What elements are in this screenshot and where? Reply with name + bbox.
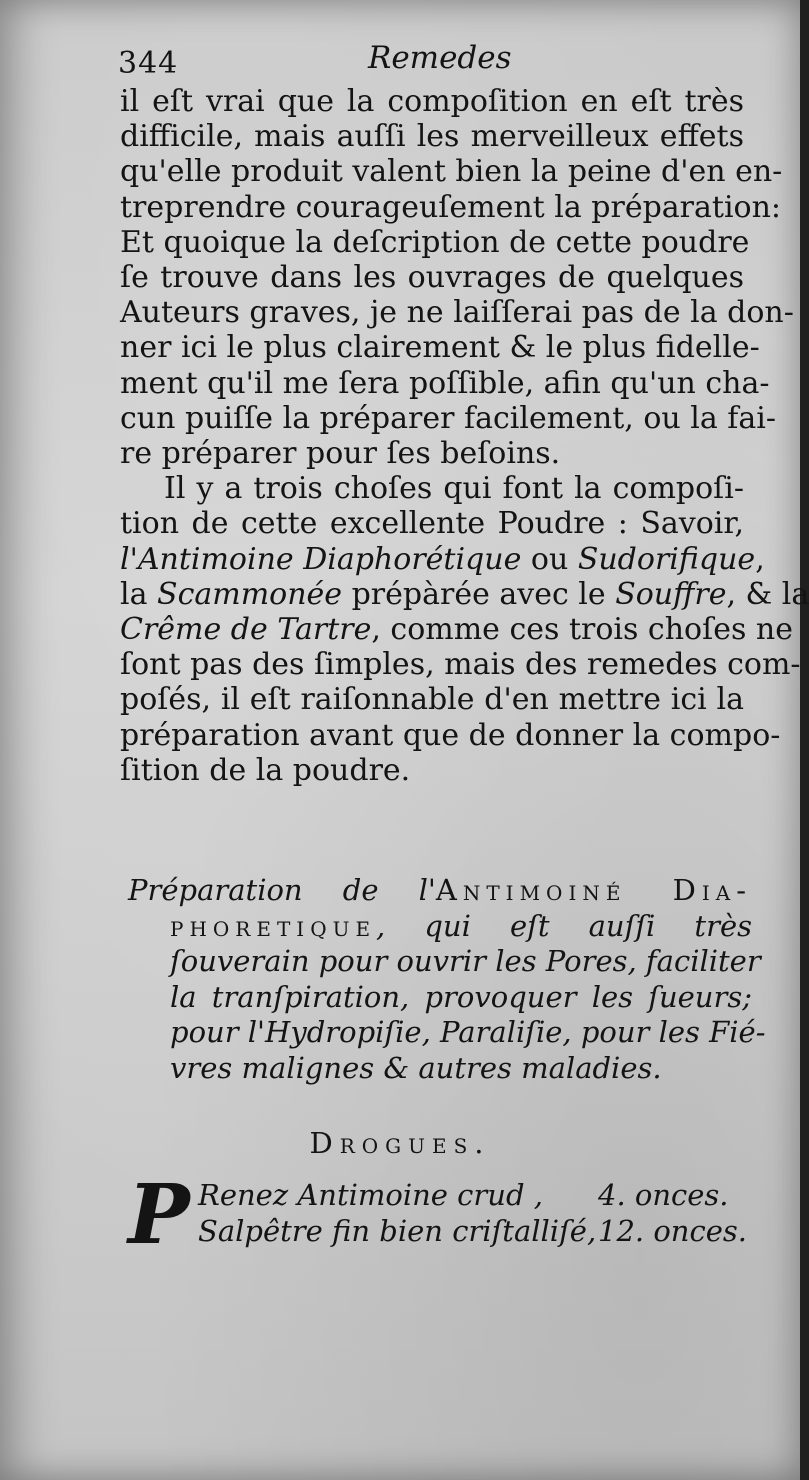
text-span: prépàrée avec le [342, 576, 616, 612]
text-line: ment qu'il me ſera poſſible, afin qu'un cha- [120, 365, 770, 401]
italic-term: l'Antimoine Diaphorétique [120, 541, 522, 577]
italic-term: Scammonée [157, 576, 343, 612]
italic-term: Crême de Tartre [120, 612, 372, 648]
text-line [120, 612, 793, 648]
text-line: re préparer pour ſes beſoins. [120, 436, 561, 472]
heading-line: la tranſpiration, provoquer les ſueurs; [170, 979, 752, 1014]
heading-line [128, 909, 752, 945]
text-span: Préparation de l' [128, 873, 436, 907]
section-heading [128, 873, 766, 1086]
heading-line: pour l'Hydropiſie, Paraliſie, pour les Fié- [170, 1015, 766, 1049]
heading-line: ſouverain pour ouvrir les Pores, faciliter [170, 944, 761, 978]
text-line: ſe trouve dans les ouvrages de quelques [120, 260, 744, 296]
text-line: cun puiſſe la préparer facilement, ou la fai- [120, 400, 777, 436]
body-text [120, 84, 809, 788]
paragraph-1 [120, 84, 794, 472]
heading-line [128, 873, 752, 909]
ingredient-quantity: 4. onces. [598, 1178, 729, 1212]
paragraph-2 [120, 471, 809, 788]
ingredient-quantity: 12. onces. [598, 1214, 747, 1248]
ingredient-name: Renez Antimoine crud , [198, 1178, 543, 1212]
text-line: qu'elle produit valent bien la peine d'en en- [120, 154, 783, 190]
text-line: préparation avant que de donner la compo- [120, 717, 781, 753]
text-line: Auteurs graves, je ne laiſſerai pas de la don- [120, 295, 794, 331]
text-span: la [120, 576, 158, 612]
small-caps-term: Antimoiné Dia- [435, 873, 752, 907]
page-header [118, 40, 738, 90]
text-line: Il y a trois choſes qui font la compoſi- [164, 471, 744, 507]
heading-line: vres malignes & autres maladies. [170, 1050, 662, 1085]
text-span: , qui eſt auſſi très [376, 908, 752, 943]
text-span: , comme ces trois choſes ne [371, 612, 793, 648]
text-line: Et quoique la deſcription de cette poudre [120, 224, 750, 260]
text-line: treprendre courageuſement la préparation: [120, 189, 782, 225]
text-line: ner ici le plus clairement & le plus fidelle- [120, 330, 760, 366]
page-number: 344 [118, 46, 179, 81]
ingredient-name: Salpêtre fin bien criſtalliſé, [198, 1214, 597, 1248]
text-line [120, 576, 809, 612]
italic-term: Souffre [615, 576, 727, 612]
text-line: poſés, il eſt raiſonnable d'en mettre ici la [120, 682, 744, 718]
text-span: ou [521, 541, 578, 577]
drogues-title: Drogues. [309, 1126, 491, 1160]
text-line: ſont pas des ſimples, mais des remedes com- [120, 647, 801, 683]
drop-cap: P [128, 1167, 190, 1263]
text-line: il eſt vrai que la compoſition en eſt très [120, 84, 744, 119]
text-line: tion de cette excellente Poudre : Savoir, [120, 506, 744, 542]
recipe-list [128, 1167, 768, 1268]
text-line: difficile, mais auſſi les merveilleux effets [120, 119, 744, 155]
text-line: ſition de la poudre. [120, 752, 411, 788]
text-line [120, 541, 765, 577]
text-span: , & la [726, 576, 809, 612]
italic-term: Sudorifique [577, 541, 756, 577]
running-title: Remedes [368, 40, 512, 76]
text-span: , [755, 541, 765, 577]
small-caps-term: phoretique [170, 908, 377, 943]
